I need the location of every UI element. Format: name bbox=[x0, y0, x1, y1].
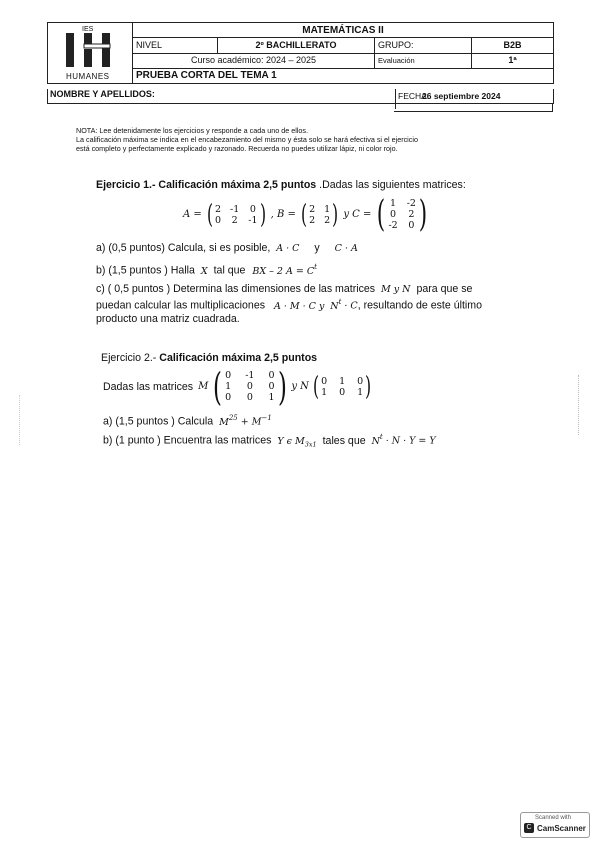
ej1-intro: .Dadas las siguientes matrices: bbox=[316, 179, 466, 191]
ej1-c-m2sup: t bbox=[338, 298, 342, 306]
matrix-n-cell: 0 bbox=[357, 375, 364, 387]
ej1-c-line3: producto una matriz cuadrada. bbox=[96, 312, 240, 325]
matrix-c-cell: 1 bbox=[390, 198, 397, 209]
matrix-a-cell: 2 bbox=[231, 214, 238, 226]
matrix-a: ( 2 -1 0 0 2 -1 ) bbox=[206, 199, 266, 230]
matrix-m-cell: 0 bbox=[268, 370, 275, 381]
matrix-n-label: y N bbox=[291, 381, 309, 392]
ej2-b-sup: t bbox=[379, 433, 383, 441]
school-logo bbox=[48, 23, 133, 84]
matrix-n-cell: 1 bbox=[339, 375, 346, 387]
subject-title: MATEMÁTICAS II bbox=[133, 23, 554, 38]
ej2-a-math: M bbox=[219, 416, 229, 428]
matrix-n-cell: 1 bbox=[321, 386, 328, 398]
ej2-part-b bbox=[103, 433, 436, 449]
evaluacion-value: 1ª bbox=[472, 53, 554, 68]
ej2-b-tales: tales que bbox=[322, 434, 366, 447]
ej1-c-line1b: para que se bbox=[416, 283, 473, 295]
ej2-b-eq1: N bbox=[371, 435, 380, 447]
name-date-row bbox=[47, 89, 554, 104]
ej1-c-line2b: , resultando de este último bbox=[357, 299, 482, 312]
ej1-b-eq: BX – 2 A = C bbox=[252, 265, 315, 277]
matrix-c-label: y C = bbox=[343, 209, 372, 220]
camscanner-brand: CamScanner bbox=[537, 824, 586, 833]
matrix-m-cell: 1 bbox=[268, 392, 275, 403]
matrix-b-cell: 2 bbox=[309, 214, 316, 226]
ej1-c-m1: A · M · C y bbox=[273, 300, 325, 312]
ej2-a-sup1: 25 bbox=[228, 414, 238, 422]
ej1-b-sup: t bbox=[314, 263, 317, 271]
ej2-title-plain: Ejercicio 2.- bbox=[101, 352, 157, 364]
nombre-label: NOMBRE Y APELLIDOS: bbox=[50, 89, 155, 99]
scan-artifact bbox=[578, 375, 580, 435]
ej1-c-m2: N bbox=[330, 300, 339, 312]
logo-top-text: IES bbox=[82, 26, 94, 33]
ej2-title-line bbox=[101, 352, 317, 364]
ej2-b-text: b) (1 punto ) Encuentra las matrices bbox=[103, 434, 272, 447]
ej1-part-a bbox=[96, 242, 358, 254]
logo-bottom-text: HUMANES bbox=[66, 72, 110, 81]
logo-mark-icon bbox=[64, 31, 116, 69]
ej1-c-line2a: puedan calcular las multiplicaciones bbox=[96, 299, 266, 312]
ej1-part-b bbox=[96, 263, 317, 277]
camscanner-badge bbox=[520, 812, 590, 838]
nivel-value: 2º BACHILLERATO bbox=[218, 38, 375, 53]
ej2-title-bold: Calificación máxima 2,5 puntos bbox=[159, 352, 318, 364]
nota-line-3: está completo y perfectamente explicado y razonado. Recuerda no puedes utilizar lápiz, ni color rojo. bbox=[76, 144, 398, 153]
fecha-box-bottom bbox=[394, 103, 553, 112]
prueba-title: PRUEBA CORTA DEL TEMA 1 bbox=[133, 68, 554, 83]
matrix-n-cell: 0 bbox=[321, 375, 328, 387]
evaluacion-label: Evaluación bbox=[375, 53, 472, 68]
matrix-c-cell: 0 bbox=[408, 220, 415, 231]
matrix-m-cell: 0 bbox=[246, 381, 253, 392]
matrix-a-cell: -1 bbox=[229, 203, 240, 215]
grupo-value: B2B bbox=[472, 38, 554, 53]
grupo-label: GRUPO: bbox=[375, 38, 472, 53]
ej1-c-mn: M y N bbox=[381, 284, 411, 295]
ej2-b-math: Y ϵ M bbox=[277, 435, 305, 447]
scanned-with-text: Scanned with bbox=[535, 815, 572, 821]
matrix-m-cell: 0 bbox=[268, 381, 275, 392]
ej1-b-mid: tal que bbox=[213, 264, 246, 277]
ej2-a-plus: + M bbox=[237, 416, 262, 428]
fecha-label: FECHA: bbox=[398, 91, 430, 101]
matrix-m-cell: 1 bbox=[225, 381, 232, 392]
ej1-a-text: a) (0,5 puntos) Calcula, si es posible, bbox=[96, 242, 271, 254]
nota-line-2: La calificación máxima se indica en el encabezamiento del mismo y ésta solo se hará efectiva si el ejercicio bbox=[76, 135, 418, 144]
nota-line-1: NOTA: Lee detenidamente los ejercicios y responde a cada uno de ellos. bbox=[76, 126, 308, 135]
matrix-m-cell: 0 bbox=[225, 392, 232, 403]
ej1-matrices bbox=[183, 193, 430, 235]
matrix-m-cell: 0 bbox=[246, 392, 253, 403]
ej2-a-sup2: −1 bbox=[261, 414, 272, 422]
matrix-b: ( 2 1 2 2 ) bbox=[300, 199, 339, 230]
matrix-c: ( 1 -2 0 2 -2 0 ) bbox=[377, 193, 428, 235]
scan-artifact bbox=[19, 395, 21, 445]
fecha-value: 26 septiembre 2024 bbox=[422, 91, 501, 101]
ej2-b-sub: 3x1 bbox=[304, 440, 317, 449]
matrix-m-cell: -1 bbox=[245, 370, 255, 381]
matrix-m: ( 0 -1 0 1 0 0 0 0 1 ) bbox=[213, 364, 287, 409]
matrix-c-cell: -2 bbox=[406, 198, 416, 209]
matrix-n: ( 0 1 0 1 0 1 ) bbox=[312, 371, 372, 402]
matrix-a-cell: 0 bbox=[249, 203, 256, 215]
ej2-dadas: Dadas las matrices bbox=[103, 380, 194, 393]
curso-academico: Curso académico: 2024 – 2025 bbox=[133, 53, 375, 68]
ej2-matrices bbox=[103, 364, 373, 409]
ej1-title-line bbox=[96, 179, 466, 191]
nivel-label: NIVEL bbox=[133, 38, 218, 53]
camscanner-logo-icon: C bbox=[524, 823, 534, 833]
ej1-c-m2b: · C bbox=[344, 300, 358, 312]
ej1-a-y: y bbox=[314, 242, 320, 254]
matrix-c-cell: 0 bbox=[390, 209, 397, 220]
ej1-b-text: b) (1,5 puntos ) Halla bbox=[96, 264, 195, 277]
matrix-c-cell: -2 bbox=[388, 220, 398, 231]
matrix-a-label: A = bbox=[183, 209, 202, 220]
matrix-b-cell: 2 bbox=[324, 214, 331, 226]
matrix-b-label: , B = bbox=[270, 209, 296, 220]
matrix-n-cell: 1 bbox=[357, 386, 364, 398]
matrix-c-cell: 2 bbox=[408, 209, 415, 220]
matrix-b-cell: 1 bbox=[324, 203, 331, 215]
ej2-b-eq2: · N · Y = Y bbox=[382, 435, 436, 447]
matrix-a-cell: 0 bbox=[214, 214, 221, 226]
matrix-m-cell: 0 bbox=[225, 370, 232, 381]
ej2-a-text: a) (1,5 puntos ) Calcula bbox=[103, 415, 214, 428]
ej1-a-math1: A · C bbox=[276, 243, 300, 254]
ej1-c-line1: c) ( 0,5 puntos ) Determina las dimensiones de las matrices bbox=[96, 283, 376, 295]
matrix-a-cell: -1 bbox=[248, 214, 258, 226]
header-table bbox=[47, 22, 554, 84]
matrix-m-label: M bbox=[198, 381, 209, 392]
matrix-a-cell: 2 bbox=[214, 203, 221, 215]
ej2-part-a bbox=[103, 414, 272, 428]
matrix-n-cell: 0 bbox=[339, 386, 346, 398]
matrix-b-cell: 2 bbox=[309, 203, 316, 215]
ej1-part-c bbox=[96, 283, 482, 326]
ej1-b-x: X bbox=[200, 265, 208, 277]
ej1-title: Ejercicio 1.- Calificación máxima 2,5 puntos bbox=[96, 179, 317, 191]
ej1-a-math2: C · A bbox=[334, 243, 358, 254]
